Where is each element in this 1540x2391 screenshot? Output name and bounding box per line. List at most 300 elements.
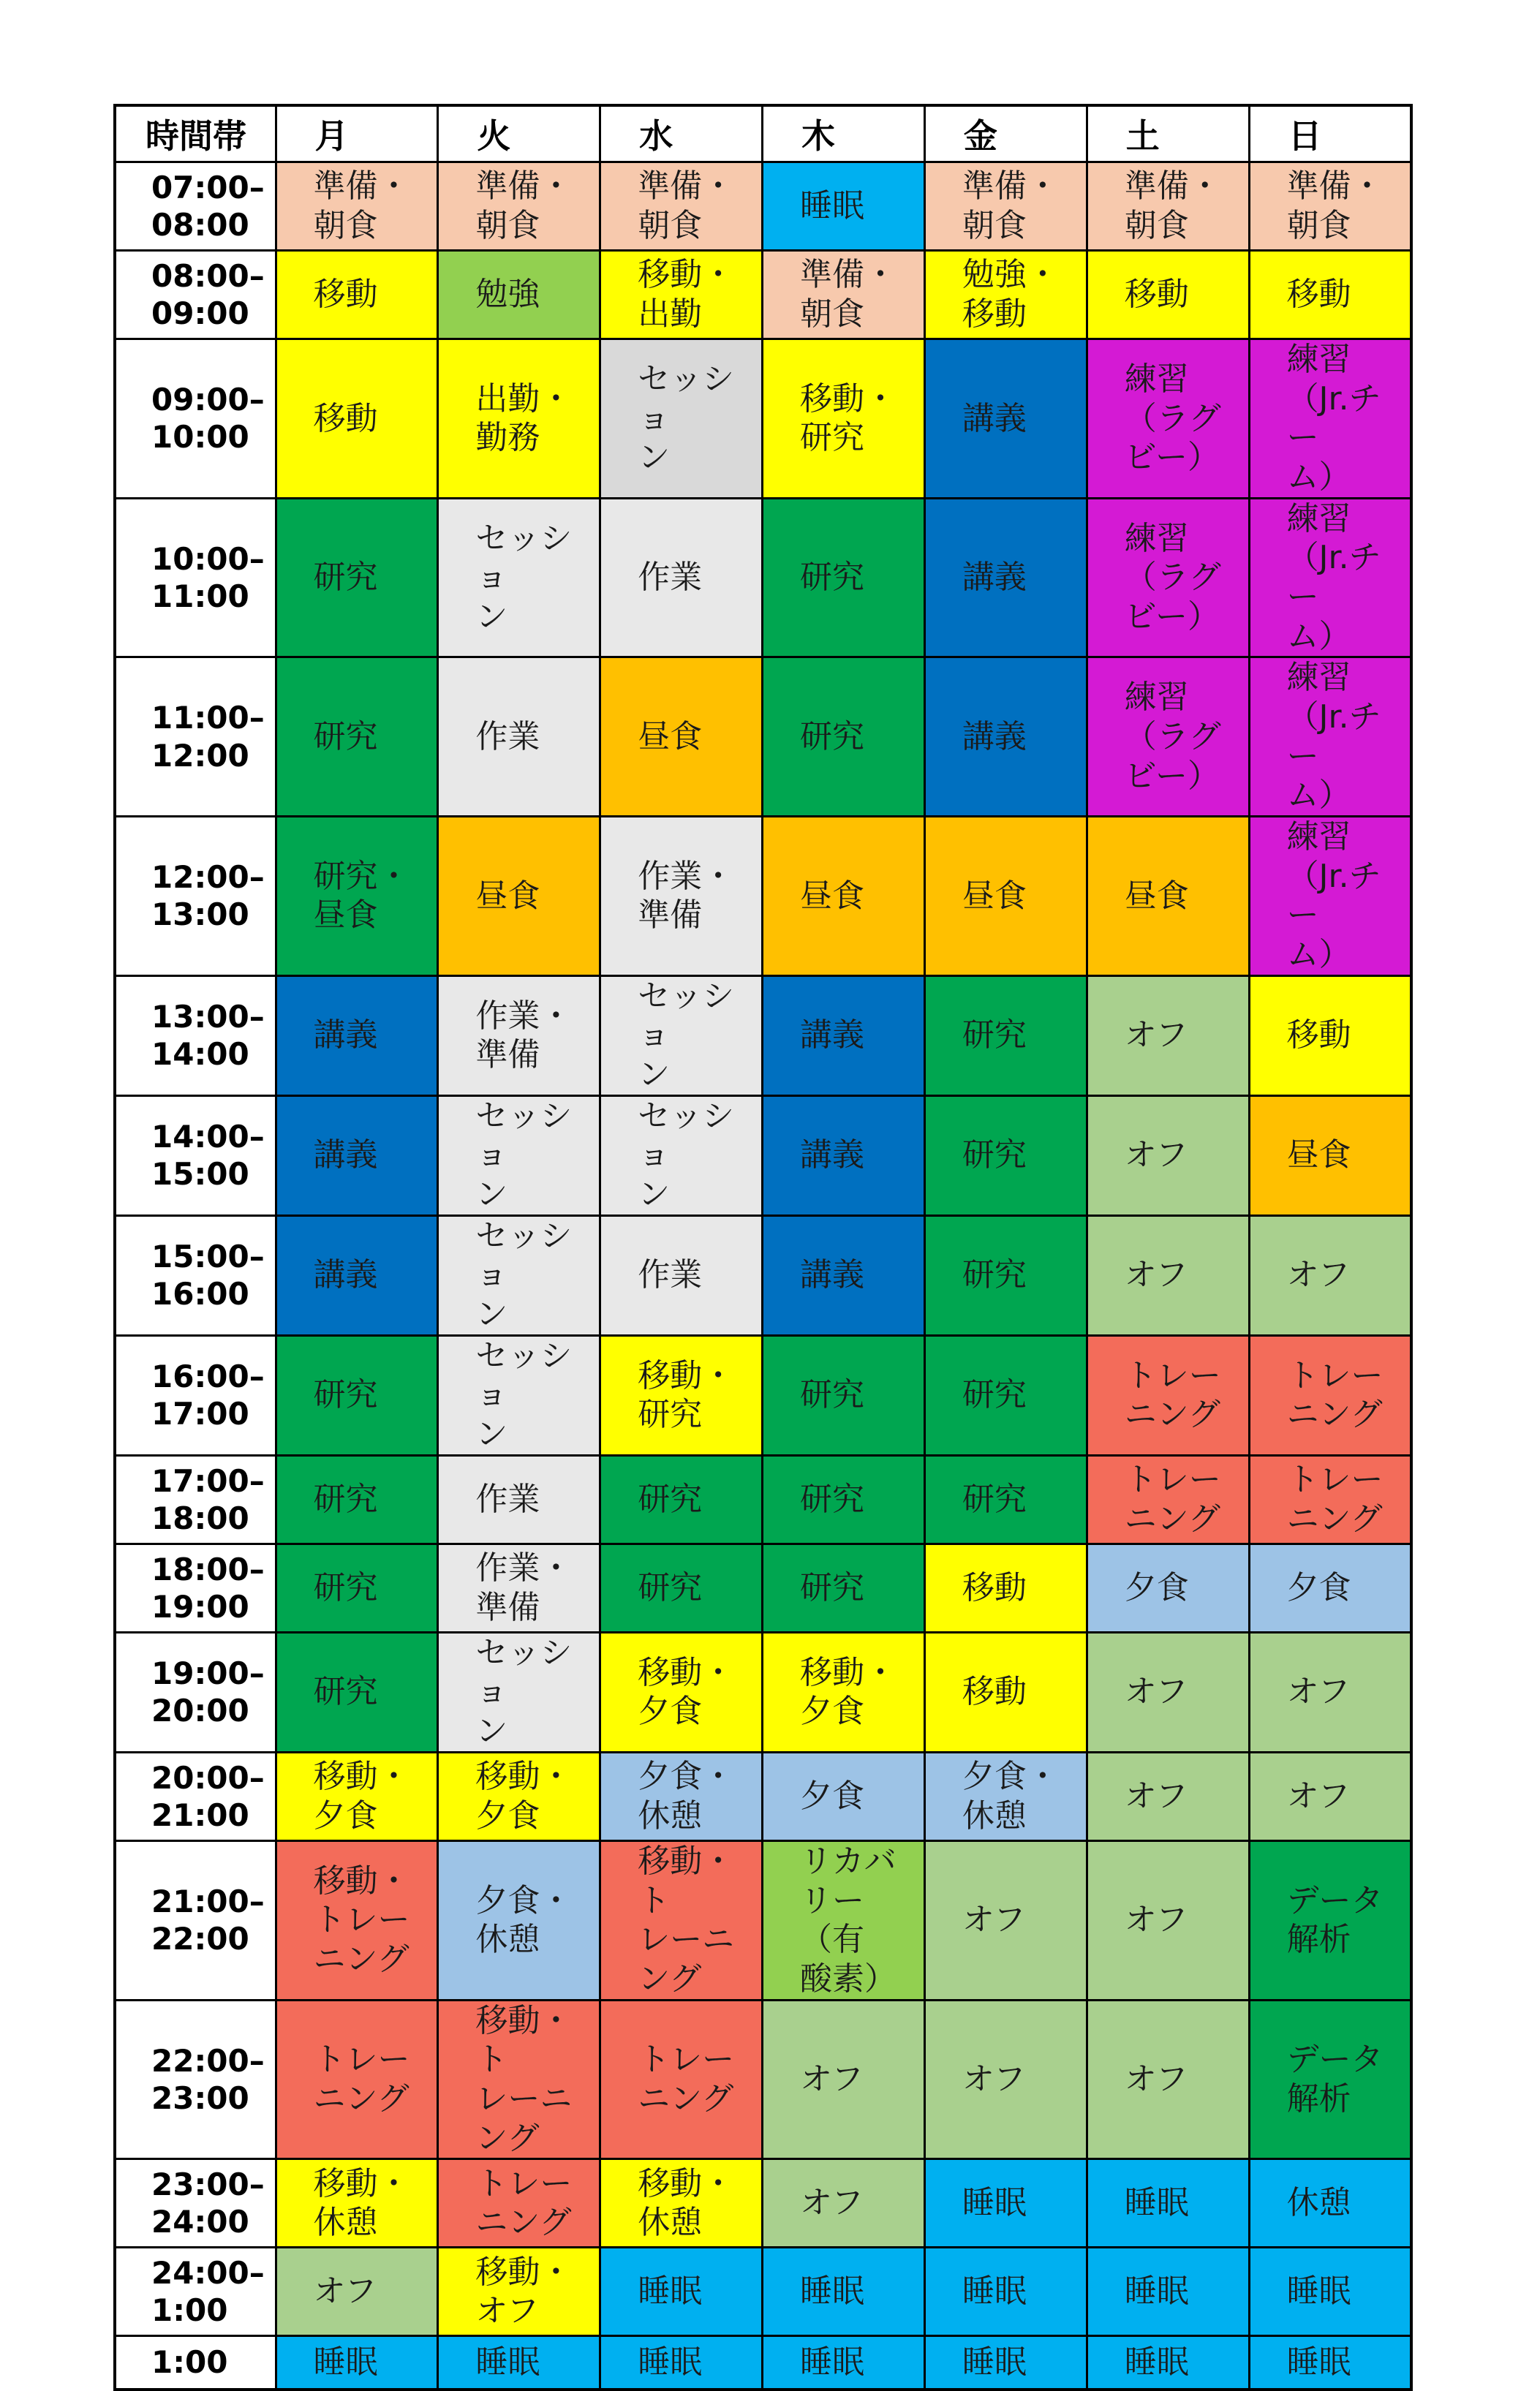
schedule-cell-sun: [1249, 657, 1411, 817]
schedule-row: [115, 1752, 1411, 1840]
activity-label: 昼食: [962, 877, 1027, 915]
activity-label: セッショ ン: [475, 1633, 573, 1750]
schedule-cell-wed: [600, 339, 763, 499]
activity-label: オフ: [1124, 1777, 1188, 1815]
activity-label: 夕食・ 休憩: [962, 1758, 1059, 1835]
activity-label: オフ: [1286, 1256, 1351, 1294]
activity-label: 移動・ 休憩: [638, 2164, 735, 2242]
schedule-cell-sun: [1249, 1632, 1411, 1752]
time-slot-label: [115, 2336, 276, 2390]
schedule-cell-sun: [1249, 251, 1411, 339]
activity-label: 講義: [313, 1136, 378, 1174]
activity-label: 睡眠: [800, 2273, 865, 2311]
activity-label: 移動: [313, 276, 378, 314]
activity-label: 夕食: [1124, 1568, 1189, 1606]
time-slot-label: [115, 1095, 276, 1215]
activity-label: 研究: [800, 717, 865, 755]
activity-label: 研究: [962, 1136, 1027, 1174]
time-slot-text: 20:00– 21:00: [151, 1759, 265, 1833]
activity-label: 睡眠: [962, 2184, 1027, 2222]
activity-label: 作業・ 準備: [638, 857, 735, 934]
time-slot-label: [115, 1632, 276, 1752]
schedule-cell-mon: [276, 2248, 438, 2336]
schedule-cell-wed: [600, 2000, 763, 2159]
schedule-cell-thu: [763, 1095, 925, 1215]
activity-label: 昼食: [475, 877, 540, 915]
schedule-row: [115, 1544, 1411, 1632]
schedule-cell-sat: [1087, 339, 1249, 499]
time-slot-text: 11:00– 12:00: [151, 700, 265, 774]
time-slot-label: [115, 162, 276, 251]
schedule-cell-sat: [1087, 162, 1249, 251]
activity-label: 練習 （Jr.チー ム）: [1286, 659, 1381, 815]
activity-label: 睡眠: [1286, 2273, 1351, 2311]
schedule-cell-tue: [438, 1215, 600, 1335]
schedule-cell-sun: [1249, 162, 1411, 251]
schedule-cell-mon: [276, 2336, 438, 2390]
schedule-row: [115, 2159, 1411, 2248]
schedule-cell-sun: [1249, 975, 1411, 1095]
activity-label: 作業・ 準備: [475, 997, 573, 1074]
schedule-cell-mon: [276, 1840, 438, 2000]
schedule-cell-mon: [276, 1632, 438, 1752]
activity-label: 移動・ 研究: [638, 1356, 735, 1434]
schedule-row: [115, 975, 1411, 1095]
time-slot-text: 19:00– 20:00: [151, 1655, 265, 1729]
schedule-cell-thu: [763, 1335, 925, 1455]
time-slot-text: 23:00– 24:00: [151, 2166, 265, 2240]
schedule-cell-sat: [1087, 1752, 1249, 1840]
schedule-cell-thu: [763, 1544, 925, 1632]
activity-label: 研究: [962, 1480, 1027, 1518]
schedule-cell-mon: [276, 162, 438, 251]
activity-label: 講義: [800, 1016, 865, 1054]
activity-label: 研究: [313, 717, 378, 755]
schedule-cell-tue: [438, 1335, 600, 1455]
activity-label: リカバ リー（有 酸素）: [800, 1842, 897, 1998]
schedule-cell-sun: [1249, 2000, 1411, 2159]
activity-label: オフ: [1124, 1016, 1188, 1054]
schedule-cell-fri: [924, 1215, 1087, 1335]
schedule-cell-sat: [1087, 1455, 1249, 1544]
activity-label: 休憩: [1286, 2184, 1351, 2222]
activity-label: 勉強: [475, 276, 540, 314]
activity-label: セッショ ン: [475, 519, 573, 635]
schedule-cell-fri: [924, 2248, 1087, 2336]
schedule-cell-sat: [1087, 1840, 1249, 2000]
time-slot-label: [115, 2159, 276, 2248]
activity-label: セッショ ン: [638, 360, 735, 477]
schedule-row: [115, 2248, 1411, 2336]
activity-label: 研究: [800, 1376, 865, 1414]
schedule-row: [115, 339, 1411, 499]
activity-label: トレー ニング: [1124, 1461, 1221, 1538]
activity-label: オフ: [1286, 1673, 1351, 1711]
activity-label: セッショ ン: [475, 1097, 573, 1214]
schedule-cell-mon: [276, 1215, 438, 1335]
activity-label: 講義: [962, 399, 1027, 437]
activity-label: セッショ ン: [475, 1337, 573, 1454]
activity-label: トレー ニング: [475, 2164, 573, 2242]
header-row: [115, 105, 1411, 162]
schedule-cell-fri: [924, 1840, 1087, 2000]
activity-label: 研究: [962, 1256, 1027, 1294]
activity-label: オフ: [800, 2184, 864, 2222]
schedule-cell-mon: [276, 2000, 438, 2159]
activity-label: 準備・ 朝食: [638, 167, 735, 244]
schedule-cell-wed: [600, 2248, 763, 2336]
activity-label: オフ: [1124, 1256, 1188, 1294]
schedule-cell-sat: [1087, 1335, 1249, 1455]
schedule-cell-fri: [924, 2159, 1087, 2248]
schedule-cell-sun: [1249, 1752, 1411, 1840]
activity-label: 睡眠: [475, 2343, 540, 2381]
activity-label: オフ: [313, 2273, 377, 2311]
schedule-cell-wed: [600, 2159, 763, 2248]
time-slot-text: 09:00– 10:00: [151, 382, 265, 456]
activity-label: 講義: [962, 717, 1027, 755]
schedule-row: [115, 657, 1411, 817]
activity-label: 移動・ト レーニ ング: [638, 1842, 735, 1998]
activity-label: 講義: [800, 1136, 865, 1174]
activity-label: 移動: [1124, 276, 1189, 314]
schedule-cell-tue: [438, 162, 600, 251]
schedule-cell-thu: [763, 1215, 925, 1335]
schedule-cell-fri: [924, 339, 1087, 499]
time-slot-text: 13:00– 14:00: [151, 999, 265, 1073]
schedule-cell-fri: [924, 1632, 1087, 1752]
activity-label: 移動・ 出勤: [638, 256, 735, 333]
activity-label: 研究・ 昼食: [313, 857, 410, 934]
schedule-row: [115, 1335, 1411, 1455]
schedule-cell-fri: [924, 2336, 1087, 2390]
schedule-cell-fri: [924, 162, 1087, 251]
schedule-cell-thu: [763, 2248, 925, 2336]
schedule-cell-sun: [1249, 2248, 1411, 2336]
activity-label: 練習 （Jr.チー ム）: [1286, 499, 1381, 655]
time-slot-label: [115, 1752, 276, 1840]
activity-label: 睡眠: [1286, 2343, 1351, 2381]
activity-label: 準備・ 朝食: [1124, 167, 1221, 244]
schedule-row: [115, 1095, 1411, 1215]
schedule-cell-thu: [763, 1632, 925, 1752]
schedule-cell-sun: [1249, 498, 1411, 657]
schedule-cell-fri: [924, 1095, 1087, 1215]
time-slot-label: [115, 657, 276, 817]
activity-label: 睡眠: [962, 2273, 1027, 2311]
schedule-row: [115, 2000, 1411, 2159]
schedule-cell-wed: [600, 1095, 763, 1215]
schedule-cell-sun: [1249, 1215, 1411, 1335]
activity-label: セッショ ン: [638, 977, 735, 1094]
activity-label: 研究: [313, 1480, 378, 1518]
schedule-cell-thu: [763, 339, 925, 499]
schedule-cell-sat: [1087, 2336, 1249, 2390]
activity-label: オフ: [1286, 1777, 1351, 1815]
activity-label: 研究: [313, 1568, 378, 1606]
activity-label: セッショ ン: [475, 1217, 573, 1334]
time-slot-text: 07:00– 08:00: [151, 169, 265, 243]
activity-label: データ 解析: [1286, 2041, 1384, 2118]
activity-label: 睡眠: [638, 2343, 703, 2381]
activity-label: 昼食: [638, 717, 703, 755]
activity-label: 作業: [638, 1256, 703, 1294]
schedule-row: [115, 2336, 1411, 2390]
schedule-cell-sat: [1087, 1632, 1249, 1752]
activity-label: 睡眠: [1124, 2343, 1189, 2381]
activity-label: オフ: [800, 2061, 864, 2099]
activity-label: 睡眠: [800, 2343, 865, 2381]
schedule-cell-thu: [763, 2336, 925, 2390]
activity-label: 昼食: [1286, 1136, 1351, 1174]
time-slot-text: 18:00– 19:00: [151, 1551, 265, 1625]
activity-label: 準備・ 朝食: [1286, 167, 1384, 244]
activity-label: 夕食・ 休憩: [638, 1758, 735, 1835]
activity-label: 移動: [1286, 276, 1351, 314]
schedule-row: [115, 251, 1411, 339]
schedule-cell-tue: [438, 1544, 600, 1632]
time-slot-text: 10:00– 11:00: [151, 540, 265, 615]
schedule-cell-tue: [438, 1752, 600, 1840]
day-header-wed: 水: [600, 105, 763, 162]
activity-label: 準備・ 朝食: [313, 167, 410, 244]
schedule-cell-wed: [600, 1544, 763, 1632]
schedule-body: [115, 162, 1411, 2390]
schedule-row: [115, 1455, 1411, 1544]
day-header-tue: 火: [438, 105, 600, 162]
activity-label: 練習 （ラグ ビー）: [1124, 360, 1221, 477]
schedule-row: [115, 498, 1411, 657]
activity-label: 研究: [313, 1673, 378, 1711]
activity-label: 移動・ トレー ニング: [313, 1862, 410, 1978]
schedule-row: [115, 1632, 1411, 1752]
schedule-cell-fri: [924, 975, 1087, 1095]
activity-label: 準備・ 朝食: [475, 167, 573, 244]
activity-label: 作業: [475, 717, 540, 755]
activity-label: 準備・ 朝食: [962, 167, 1059, 244]
schedule-cell-wed: [600, 498, 763, 657]
schedule-cell-tue: [438, 2336, 600, 2390]
schedule-cell-fri: [924, 498, 1087, 657]
activity-label: 出勤・ 勤務: [475, 379, 573, 457]
schedule-cell-sun: [1249, 1095, 1411, 1215]
schedule-cell-fri: [924, 251, 1087, 339]
time-slot-label: [115, 2248, 276, 2336]
schedule-cell-sun: [1249, 339, 1411, 499]
activity-label: 練習 （ラグ ビー）: [1124, 679, 1221, 795]
time-slot-label: [115, 251, 276, 339]
activity-label: 移動・ 研究: [800, 379, 897, 457]
schedule-cell-mon: [276, 1455, 438, 1544]
schedule-row: [115, 1215, 1411, 1335]
schedule-cell-sat: [1087, 2248, 1249, 2336]
schedule-cell-fri: [924, 2000, 1087, 2159]
schedule-cell-wed: [600, 1632, 763, 1752]
activity-label: 研究: [638, 1480, 703, 1518]
activity-label: 研究: [313, 1376, 378, 1414]
activity-label: 研究: [800, 559, 865, 597]
time-slot-label: [115, 1544, 276, 1632]
schedule-cell-mon: [276, 251, 438, 339]
schedule-cell-thu: [763, 657, 925, 817]
schedule-cell-sat: [1087, 817, 1249, 976]
activity-label: 講義: [313, 1016, 378, 1054]
schedule-cell-sat: [1087, 1544, 1249, 1632]
weekly-schedule-table: [113, 104, 1413, 2391]
schedule-cell-fri: [924, 1455, 1087, 1544]
schedule-cell-wed: [600, 1335, 763, 1455]
schedule-cell-thu: [763, 1840, 925, 2000]
time-slot-text: 15:00– 16:00: [151, 1239, 265, 1312]
schedule-row: [115, 1840, 1411, 2000]
day-header-mon: 月: [276, 105, 438, 162]
schedule-cell-sat: [1087, 657, 1249, 817]
schedule-cell-sat: [1087, 498, 1249, 657]
schedule-cell-fri: [924, 1544, 1087, 1632]
activity-label: 移動: [1286, 1016, 1351, 1054]
activity-label: オフ: [1124, 2061, 1188, 2099]
activity-label: 移動・ 夕食: [800, 1653, 897, 1731]
time-slot-text: 12:00– 13:00: [151, 859, 265, 933]
time-slot-label: [115, 975, 276, 1095]
day-header-fri: 金: [924, 105, 1087, 162]
day-header-sat: 土: [1087, 105, 1249, 162]
schedule-cell-tue: [438, 498, 600, 657]
schedule-cell-mon: [276, 975, 438, 1095]
schedule-cell-sat: [1087, 1095, 1249, 1215]
schedule-cell-tue: [438, 1455, 600, 1544]
time-slot-label: [115, 1455, 276, 1544]
activity-label: 夕食・ 休憩: [475, 1881, 573, 1959]
time-slot-text: 22:00– 23:00: [151, 2042, 265, 2116]
activity-label: 移動・ 夕食: [313, 1758, 410, 1835]
schedule-cell-wed: [600, 251, 763, 339]
activity-label: 睡眠: [638, 2273, 703, 2311]
activity-label: セッショ ン: [638, 1097, 735, 1214]
schedule-cell-mon: [276, 1095, 438, 1215]
activity-label: 移動: [962, 1568, 1027, 1606]
activity-label: 睡眠: [1124, 2184, 1189, 2222]
activity-label: オフ: [1124, 1136, 1188, 1174]
activity-label: 移動・ オフ: [475, 2253, 573, 2330]
activity-label: 講義: [800, 1256, 865, 1294]
schedule-cell-sun: [1249, 1455, 1411, 1544]
schedule-cell-sun: [1249, 2159, 1411, 2248]
activity-label: 昼食: [800, 877, 865, 915]
activity-label: オフ: [1124, 1673, 1188, 1711]
schedule-row: [115, 817, 1411, 976]
schedule-cell-tue: [438, 2000, 600, 2159]
time-slot-label: [115, 2000, 276, 2159]
activity-label: 研究: [800, 1480, 865, 1518]
schedule-cell-tue: [438, 339, 600, 499]
activity-label: データ 解析: [1286, 1881, 1384, 1959]
schedule-cell-mon: [276, 1752, 438, 1840]
schedule-cell-mon: [276, 817, 438, 976]
time-slot-label: [115, 817, 276, 976]
time-slot-label: [115, 1335, 276, 1455]
activity-label: 移動: [962, 1673, 1027, 1711]
schedule-cell-sun: [1249, 2336, 1411, 2390]
time-slot-text: 24:00– 1:00: [151, 2254, 265, 2329]
schedule-cell-thu: [763, 1455, 925, 1544]
schedule-cell-tue: [438, 1095, 600, 1215]
activity-label: 夕食: [800, 1777, 865, 1815]
schedule-cell-thu: [763, 1752, 925, 1840]
time-column-header: 時間帯: [115, 105, 276, 162]
schedule-cell-tue: [438, 251, 600, 339]
activity-label: 睡眠: [800, 187, 865, 225]
time-slot-label: [115, 1840, 276, 2000]
schedule-cell-wed: [600, 2336, 763, 2390]
schedule-cell-thu: [763, 817, 925, 976]
time-slot-label: [115, 1215, 276, 1335]
activity-label: 勉強・ 移動: [962, 256, 1059, 333]
day-header-sun: 日: [1249, 105, 1411, 162]
schedule-cell-wed: [600, 1215, 763, 1335]
activity-label: 睡眠: [1124, 2273, 1189, 2311]
schedule-cell-wed: [600, 162, 763, 251]
time-slot-text: 21:00– 22:00: [151, 1883, 265, 1957]
schedule-cell-tue: [438, 1840, 600, 2000]
schedule-row: [115, 162, 1411, 251]
schedule-cell-sat: [1087, 1215, 1249, 1335]
activity-label: 夕食: [1286, 1568, 1351, 1606]
schedule-cell-fri: [924, 817, 1087, 976]
schedule-cell-sat: [1087, 2000, 1249, 2159]
activity-label: 研究: [638, 1568, 703, 1606]
activity-label: 作業・ 準備: [475, 1549, 573, 1626]
activity-label: 研究: [962, 1376, 1027, 1414]
time-slot-text: 17:00– 18:00: [151, 1462, 265, 1536]
activity-label: トレー ニング: [1124, 1356, 1221, 1434]
activity-label: 作業: [475, 1480, 540, 1518]
activity-label: オフ: [962, 2061, 1026, 2099]
schedule-cell-tue: [438, 817, 600, 976]
activity-label: 作業: [638, 559, 703, 597]
activity-label: 睡眠: [962, 2343, 1027, 2381]
schedule-cell-tue: [438, 657, 600, 817]
schedule-cell-sat: [1087, 251, 1249, 339]
schedule-cell-mon: [276, 339, 438, 499]
schedule-cell-wed: [600, 975, 763, 1095]
schedule-cell-fri: [924, 657, 1087, 817]
schedule-cell-sun: [1249, 817, 1411, 976]
schedule-cell-tue: [438, 2159, 600, 2248]
schedule-cell-fri: [924, 1752, 1087, 1840]
schedule-cell-wed: [600, 817, 763, 976]
schedule-cell-wed: [600, 1840, 763, 2000]
activity-label: トレー ニング: [1286, 1356, 1384, 1434]
activity-label: オフ: [1124, 1901, 1188, 1939]
schedule-cell-fri: [924, 1335, 1087, 1455]
schedule-cell-mon: [276, 2159, 438, 2248]
day-header-thu: 木: [763, 105, 925, 162]
time-slot-text: 16:00– 17:00: [151, 1359, 265, 1432]
schedule-cell-wed: [600, 1455, 763, 1544]
schedule-cell-thu: [763, 975, 925, 1095]
activity-label: 移動・ 夕食: [638, 1653, 735, 1731]
activity-label: トレー ニング: [313, 2041, 410, 2118]
schedule-cell-sat: [1087, 2159, 1249, 2248]
activity-label: 移動: [313, 399, 378, 437]
activity-label: 講義: [313, 1256, 378, 1294]
activity-label: オフ: [962, 1901, 1026, 1939]
schedule-cell-thu: [763, 2000, 925, 2159]
schedule-cell-mon: [276, 1335, 438, 1455]
time-slot-text: 08:00– 09:00: [151, 257, 265, 331]
schedule-cell-thu: [763, 251, 925, 339]
